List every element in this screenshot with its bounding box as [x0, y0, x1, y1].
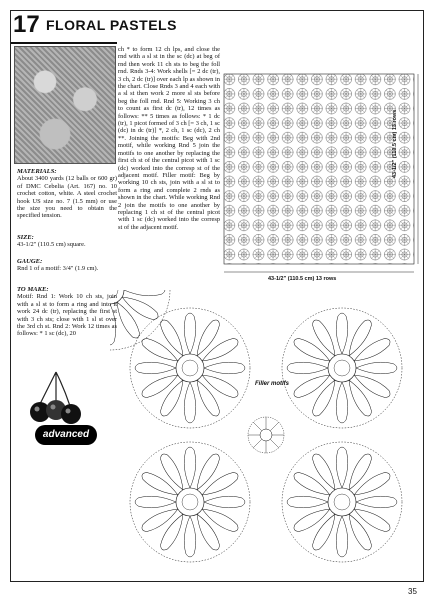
gauge-section — [17, 258, 117, 273]
materials-heading: MATERIALS: — [17, 168, 57, 175]
crochet-chart — [110, 290, 420, 580]
gauge-body: Rnd 1 of a motif: 3/4" (1.9 cm). — [17, 265, 99, 273]
materials-body: About 3400 yards (12 balls or 600 gr) of DMC Cebelia (Art. 167) no. 10 crochet cotton, white. A steel crochet hook US size no. 7 (1.5 mm) or use the size you need to obtain the specified tension. — [17, 175, 117, 220]
size-body: 43-1/2" (110.5 cm) square. — [17, 241, 86, 249]
pattern-title: FLORAL PASTELS — [46, 17, 177, 33]
width-label: 43-1/2" (110.5 cm) 13 rows — [268, 276, 337, 282]
height-label: 43-1/2" (110.5 cm) 13 rows — [392, 109, 398, 178]
gauge-heading: GAUGE: — [17, 258, 43, 265]
title-rule — [11, 42, 117, 44]
filler-motif-label: Filler motifs — [255, 381, 290, 387]
motif-grid — [224, 74, 414, 264]
project-photo — [14, 46, 116, 164]
to-make-body: Motif: Rnd 1: Work 10 ch sts, join with a sl st to form a ring and into it work 24 dc (tr), replacing the first st with 3 ch sts; close with 1 sl st over the 3rd ch st. Rnd 2: Work 12 times as follows: * 1 sc (dc), 20 — [17, 293, 117, 338]
pattern-number: 17 — [13, 11, 40, 38]
materials-section — [17, 168, 117, 220]
size-heading: SIZE: — [17, 234, 34, 241]
cherries-icon — [26, 368, 86, 430]
instructions-text: ch * to form 12 ch lps, and close the rnd with a sl st in the sc (dc) at beg of rnd then work 11 ch sts to beg the foll rnd. Rnds 3-4: Work shells [= 2 dc (tr), 3 ch, 2 dc (tr)] over each lp as shown in the chart. Close Rnds 3 and 4 each with a sl st then work 2 more sl sts before beg the foll rnd. Rnd 5: Working 3 ch to count as first dc (tr), 12 times as follows: ** 5 times as follows: * 1 dc (tr), 1 picot formed of 3 ch [= 3 ch, 1 sc (dc) in dc (tr)] *, 2 ch, 1 sc (dc), 2 ch **. Joining the motifs: Beg with 2nd motif, while working Rnd 5 join the motifs to one another by replacing the first ch st of the central picot with 1 sc (dc) worked into the corresp st of the adjacent motif. Filler motif: Beg by working 10 ch sts, join with a sl st to form a ring and complete 2 rnds as shown in the chart. While working Rnd 2 join the motifs to one another by replacing 1 ch st of the central picot with 1 sc (dc) worked into the corresp st of the adjacent motif. — [118, 46, 220, 231]
filler-motif — [248, 417, 284, 453]
layout-diagram — [222, 72, 422, 284]
large-motif — [110, 290, 170, 350]
page-number: 35 — [408, 587, 417, 596]
to-make-section — [17, 286, 117, 338]
instructions-column — [118, 46, 220, 231]
difficulty-badge: advanced — [35, 425, 97, 445]
to-make-heading: TO MAKE: — [17, 286, 49, 293]
size-section — [17, 234, 117, 249]
